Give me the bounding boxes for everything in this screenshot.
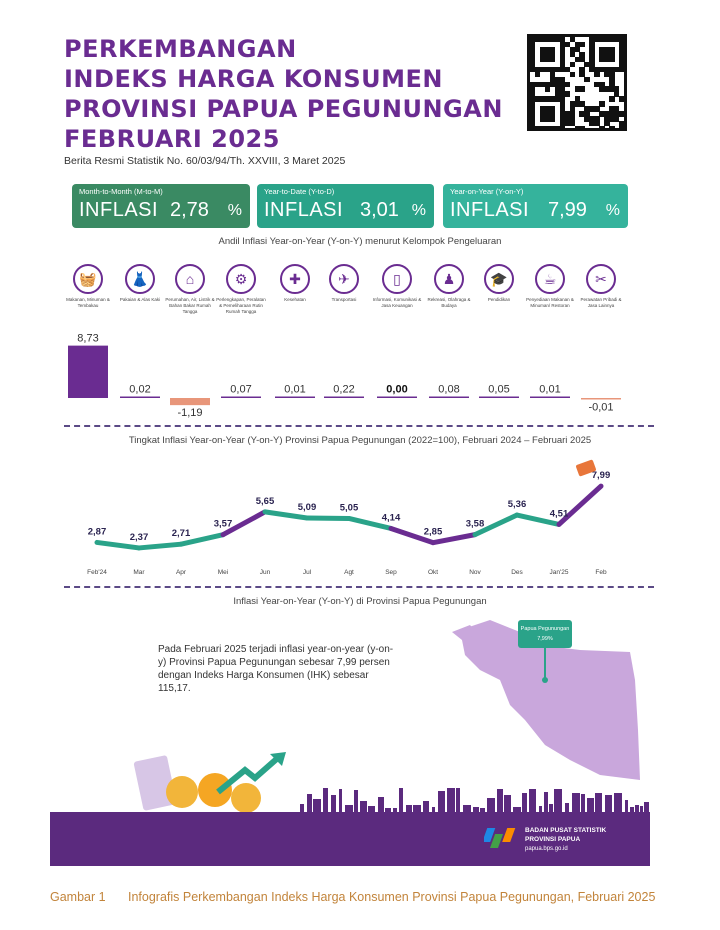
bar-value-label: -0,01 — [588, 401, 614, 414]
qr-module — [599, 101, 604, 106]
building-shape — [595, 793, 602, 814]
point-value-label: 2,87 — [87, 526, 107, 538]
qr-module — [609, 57, 614, 62]
map-title: Inflasi Year-on-Year (Y-on-Y) di Provinsi Papua Pegunungan — [233, 596, 487, 607]
callout-box — [518, 620, 572, 648]
x-tick-label: Nov — [469, 569, 481, 576]
bar — [120, 397, 160, 399]
qr-module — [579, 126, 584, 131]
category-label: Pendidikan — [487, 297, 511, 302]
point-value-label: 4,14 — [381, 512, 401, 524]
bps-line-2: PROVINSI PAPUA — [525, 836, 581, 843]
bar-value-label: 0,01 — [284, 383, 306, 396]
page-title — [64, 34, 524, 154]
bar — [324, 397, 364, 399]
building-shape — [354, 790, 358, 814]
bar — [429, 397, 469, 399]
x-tick-label: Jan'25 — [549, 569, 569, 576]
x-tick-label: Des — [511, 569, 523, 576]
qr-module — [599, 126, 604, 131]
coin-shape — [198, 773, 232, 807]
building-shape — [581, 794, 585, 814]
yoy-line-chart — [0, 452, 720, 582]
yoy-line-chart-title: Tingkat Inflasi Year-on-Year (Y-on-Y) Provinsi Papua Pegunungan (2022=100), Februari 2024 – Februari 2025 — [128, 435, 592, 446]
release-subtitle: Berita Resmi Statistik No. 60/03/94/Th. XXVIII, 3 Maret 2025 — [64, 155, 346, 167]
building-shape — [522, 793, 527, 814]
category-label: Kesehatan — [284, 297, 306, 302]
divider — [64, 586, 654, 588]
x-tick-label: Feb'24 — [87, 569, 107, 576]
x-tick-label: Agt — [344, 569, 354, 576]
building-shape — [307, 794, 312, 814]
card-year-to-date — [257, 184, 434, 228]
bar-value-label: 0,07 — [230, 383, 252, 396]
bar — [68, 346, 108, 398]
card-year-on-year — [443, 184, 628, 228]
runner-icon: ♟ — [434, 264, 464, 294]
qr-module — [535, 72, 540, 77]
qr-module — [545, 86, 550, 91]
bar — [170, 398, 210, 405]
bps-line-1: BADAN PUSAT STATISTIK — [525, 827, 607, 834]
callout-dot — [542, 677, 548, 683]
card-unit: % — [411, 202, 426, 219]
building-shape — [339, 789, 342, 814]
house-icon: ⌂ — [175, 264, 205, 294]
qr-module — [594, 72, 599, 77]
qr-module — [579, 42, 584, 47]
card-word: INFLASI — [79, 199, 159, 221]
bar — [221, 397, 261, 399]
airplane-icon: ✈ — [329, 264, 359, 294]
category-label: Perawatan Pribadi & Jasa Lainnya — [580, 297, 622, 308]
caption-number: Gambar 1 — [50, 890, 106, 904]
bps-logo-icon — [484, 826, 520, 856]
caption-text: Infografis Perkembangan Indeks Harga Konsumen Provinsi Papua Pegunungan, Februari 2025 — [128, 890, 656, 904]
title-line: PROVINSI PAPUA PEGUNUNGAN — [64, 95, 503, 123]
coin-shape — [231, 783, 261, 813]
point-value-label: 7,99 — [591, 470, 611, 482]
graduation-cap-icon: 🎓 — [484, 264, 514, 294]
point-value-label: 4,51 — [549, 508, 569, 520]
category-label: Rekreasi, Olahraga & Budaya — [427, 297, 471, 308]
point-value-label: 5,09 — [297, 502, 317, 514]
title-line: PERKEMBANGAN — [64, 35, 297, 63]
bar-value-label: 0,02 — [129, 383, 151, 396]
medkit-icon: ✚ — [280, 264, 310, 294]
x-tick-label: Okt — [427, 569, 439, 576]
qr-module — [619, 67, 624, 72]
line-segment — [139, 544, 181, 548]
x-tick-label: Feb — [595, 569, 607, 576]
building-shape — [323, 788, 328, 814]
contribution-bar-chart — [0, 322, 720, 422]
qr-module — [550, 116, 555, 121]
qr-module — [560, 126, 565, 131]
point-value-label: 3,57 — [213, 518, 233, 530]
category-label: Pakaian & Alas Kaki — [119, 297, 161, 302]
building-shape — [456, 788, 460, 814]
card-unit: % — [227, 202, 242, 219]
divider — [64, 425, 654, 427]
card-value: 7,99 — [548, 199, 587, 221]
building-shape — [529, 789, 536, 814]
title-line: FEBRUARI 2025 — [64, 125, 280, 153]
building-shape — [572, 793, 580, 814]
bar — [377, 397, 417, 399]
bar-value-label: -1,19 — [177, 407, 203, 420]
bar — [530, 397, 570, 399]
bar-value-label: 8,73 — [77, 332, 99, 345]
building-shape — [614, 793, 622, 814]
restaurant-icon: ☕ — [535, 264, 565, 294]
qr-module — [570, 72, 575, 77]
point-value-label: 3,58 — [465, 518, 485, 530]
category-label: Perumahan, Air, Listrik & Bahan Bakar Rumah Tangga — [165, 297, 215, 314]
bar — [581, 398, 621, 400]
building-shape — [438, 791, 445, 814]
summary-text: Pada Februari 2025 terjadi inflasi year-on-year (y-on-y) Provinsi Papua Pegunungan sebesar 7,99 persen dengan Indeks Harga Konsumen (IHK) sebesar 115,17. — [158, 644, 394, 694]
x-tick-label: Apr — [175, 569, 187, 576]
building-shape — [399, 788, 403, 814]
building-shape — [544, 792, 548, 814]
card-label: Month-to-Month (M-to-M) — [79, 187, 163, 196]
callout-value: 7,99% — [537, 636, 553, 642]
point-value-label: 2,85 — [423, 526, 443, 538]
contribution-chart-title: Andil Inflasi Year-on-Year (Y-on-Y) menurut Kelompok Pengeluaran — [218, 236, 502, 247]
tools-icon: ✂ — [586, 264, 616, 294]
category-label: Perlengkapan, Peralatan & Pemeliharaan Rutin Rumah Tangga — [216, 297, 266, 314]
coin-shape — [166, 776, 198, 808]
card-unit: % — [605, 202, 620, 219]
bar — [479, 397, 519, 399]
x-tick-label: Jul — [302, 569, 312, 576]
callout-name: Papua Pegunungan — [520, 626, 570, 632]
food-basket-icon: 🧺 — [73, 264, 103, 294]
bar-value-label: 0,22 — [333, 383, 355, 396]
card-word: INFLASI — [450, 199, 530, 221]
card-value: 3,01 — [360, 199, 399, 221]
category-label: Informasi, Komunikasi & Jasa Keuangan — [372, 297, 422, 308]
dress-icon: 👗 — [125, 264, 155, 294]
qr-module — [619, 126, 624, 131]
point-value-label: 5,65 — [255, 495, 275, 507]
card-value: 2,78 — [170, 199, 209, 221]
bar — [275, 397, 315, 399]
building-shape — [554, 789, 562, 814]
qr-module — [619, 111, 624, 116]
x-tick-label: Sep — [385, 569, 397, 576]
qr-module — [584, 77, 589, 82]
point-value-label: 2,71 — [171, 528, 191, 540]
bps-website-link[interactable]: papua.bps.go.id — [525, 846, 568, 852]
point-value-label: 5,36 — [507, 499, 527, 511]
qr-module — [609, 96, 614, 101]
point-value-label: 2,37 — [129, 531, 149, 543]
x-tick-label: Mei — [217, 569, 229, 576]
line-segment — [97, 542, 139, 548]
point-value-label: 5,05 — [339, 502, 359, 514]
qr-code-icon[interactable] — [527, 34, 627, 131]
bar-value-label: 0,08 — [438, 383, 460, 396]
building-shape — [497, 789, 503, 814]
card-label: Year-to-Date (Y-to-D) — [264, 187, 335, 196]
x-tick-label: Mar — [133, 569, 145, 576]
qr-module — [579, 86, 584, 91]
qr-module — [619, 96, 624, 101]
appliance-icon: ⚙ — [226, 264, 256, 294]
city-skyline — [300, 784, 650, 814]
title-line: INDEKS HARGA KONSUMEN — [64, 65, 443, 93]
card-word: INFLASI — [264, 199, 344, 221]
card-label: Year-on-Year (Y-on-Y) — [450, 187, 524, 196]
bps-org-name — [525, 826, 606, 844]
category-label: Transportasi — [331, 297, 357, 302]
bar-value-label: 0,00 — [386, 383, 408, 396]
phone-icon: ▯ — [382, 264, 412, 294]
qr-module — [550, 57, 555, 62]
category-label: Makanan, Minuman & Tembakau — [66, 297, 110, 308]
building-shape — [447, 788, 455, 814]
qr-module — [570, 62, 575, 67]
qr-module — [565, 82, 570, 87]
x-tick-label: Jun — [259, 569, 271, 576]
bar-value-label: 0,01 — [539, 383, 561, 396]
papua-map — [420, 610, 660, 810]
bar-value-label: 0,05 — [488, 383, 510, 396]
category-label: Penyediaan Makanan & Minuman/ Restoran — [526, 297, 574, 308]
qr-module — [565, 91, 570, 96]
card-month-to-month — [72, 184, 250, 228]
qr-module — [609, 126, 614, 131]
